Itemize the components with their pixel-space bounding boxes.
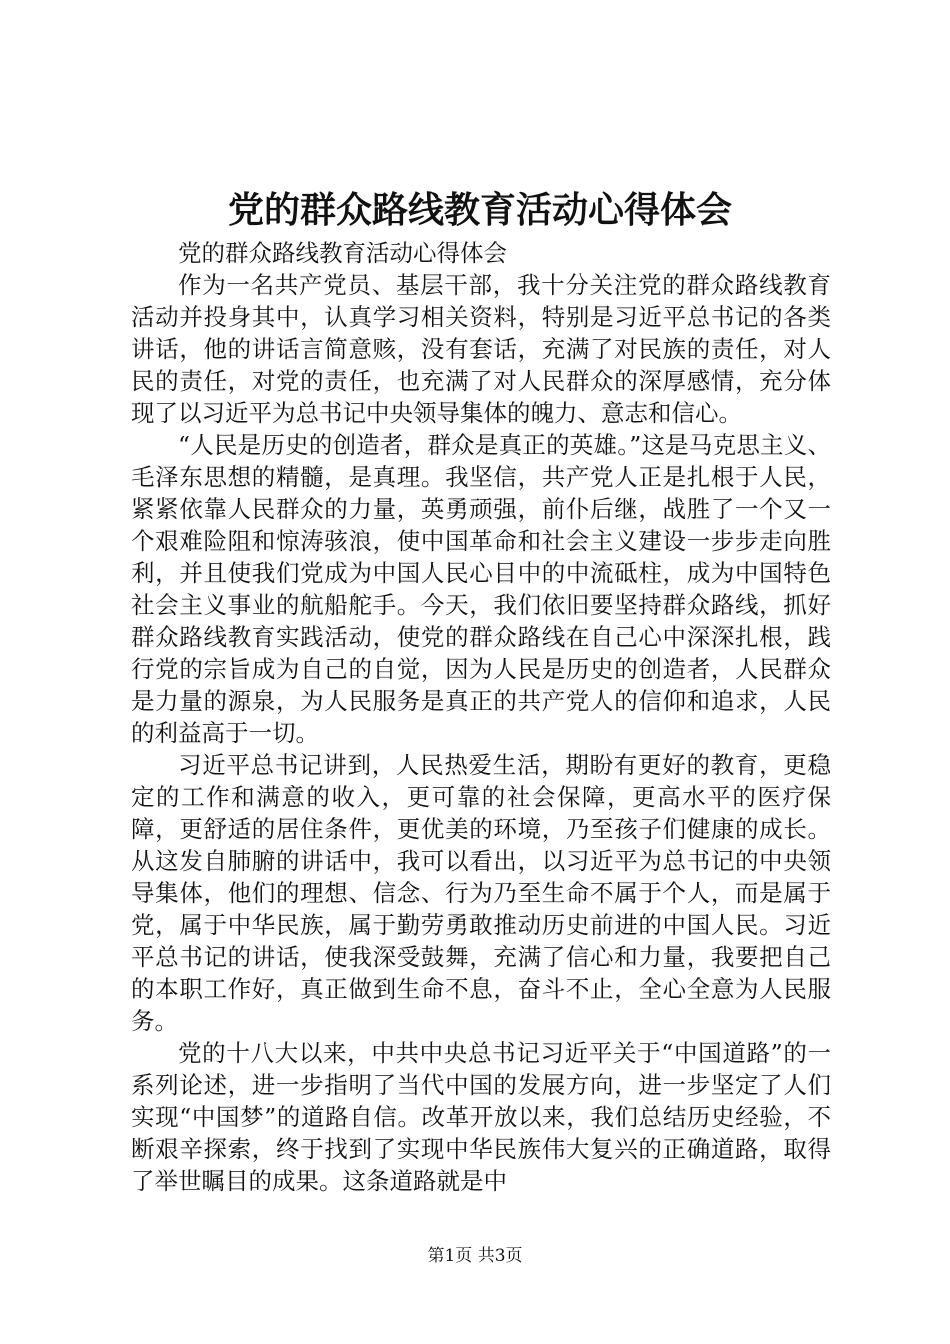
subtitle-paragraph: 党的群众路线教育活动心得体会 bbox=[178, 239, 507, 267]
body-paragraph: 作为一名共产党员、基层干部，我十分关注党的群众路线教育活动并投身其中，认真学习相关资料，特别是习近平总书记的各类讲话，他的讲话言简意赅，没有套话，充满了对民族的责任，对人民的责任，对党的责任，也充满了对人民群众的深厚感情，充分体现了以习近平为总书记中央领导集体的魄力、意志和信心。 bbox=[131, 271, 831, 427]
body-paragraph: “人民是历史的创造者，群众是真正的英雄。”这是马克思主义、毛泽东思想的精髓，是真理。我坚信，共产党人正是扎根于人民，紧紧依靠人民群众的力量，英勇顽强，前仆后继，战胜了一个又一个艰难险阻和惊涛骇浪，使中国革命和社会主义建设一步步走向胜利，并且使我们党成为中国人民心目中的中流砥柱，成为中国特色社会主义事业的航船舵手。今天，我们依旧要坚持群众路线，抓好群众路线教育实践活动，使党的群众路线在自己心中深深扎根，践行党的宗旨成为自己的自觉，因为人民是历史的创造者，人民群众是力量的源泉，为人民服务是真正的共产党人的信仰和追求，人民的利益高于一切。 bbox=[131, 431, 831, 747]
document-body bbox=[131, 237, 831, 1197]
body-paragraph: 党的十八大以来，中共中央总书记习近平关于“中国道路”的一系列论述，进一步指明了当代中国的发展方向，进一步坚定了人们实现“中国梦”的道路自信。改革开放以来，我们总结历史经验，不断艰辛探索，终于找到了实现中华民族伟大复兴的正确道路，取得了举世瞩目的成果。这条道路就是中 bbox=[131, 1039, 831, 1195]
page-number: 第1页 共3页 bbox=[427, 1246, 523, 1266]
page-title: 党的群众路线教育活动心得体会 bbox=[227, 189, 732, 231]
body-paragraph: 习近平总书记讲到，人民热爱生活，期盼有更好的教育，更稳定的工作和满意的收入，更可靠的社会保障，更高水平的医疗保障，更舒适的居住条件，更优美的环境，乃至孩子们健康的成长。从这发自肺腑的讲话中，我可以看出，以习近平为总书记的中央领导集体，他们的理想、信念、行为乃至生命不属于个人，而是属于党，属于中华民族，属于勤劳勇敢推动历史前进的中国人民。习近平总书记的讲话，使我深受鼓舞，充满了信心和力量，我要把自己的本职工作好，真正做到生命不息，奋斗不止，全心全意为人民服务。 bbox=[131, 751, 831, 1035]
